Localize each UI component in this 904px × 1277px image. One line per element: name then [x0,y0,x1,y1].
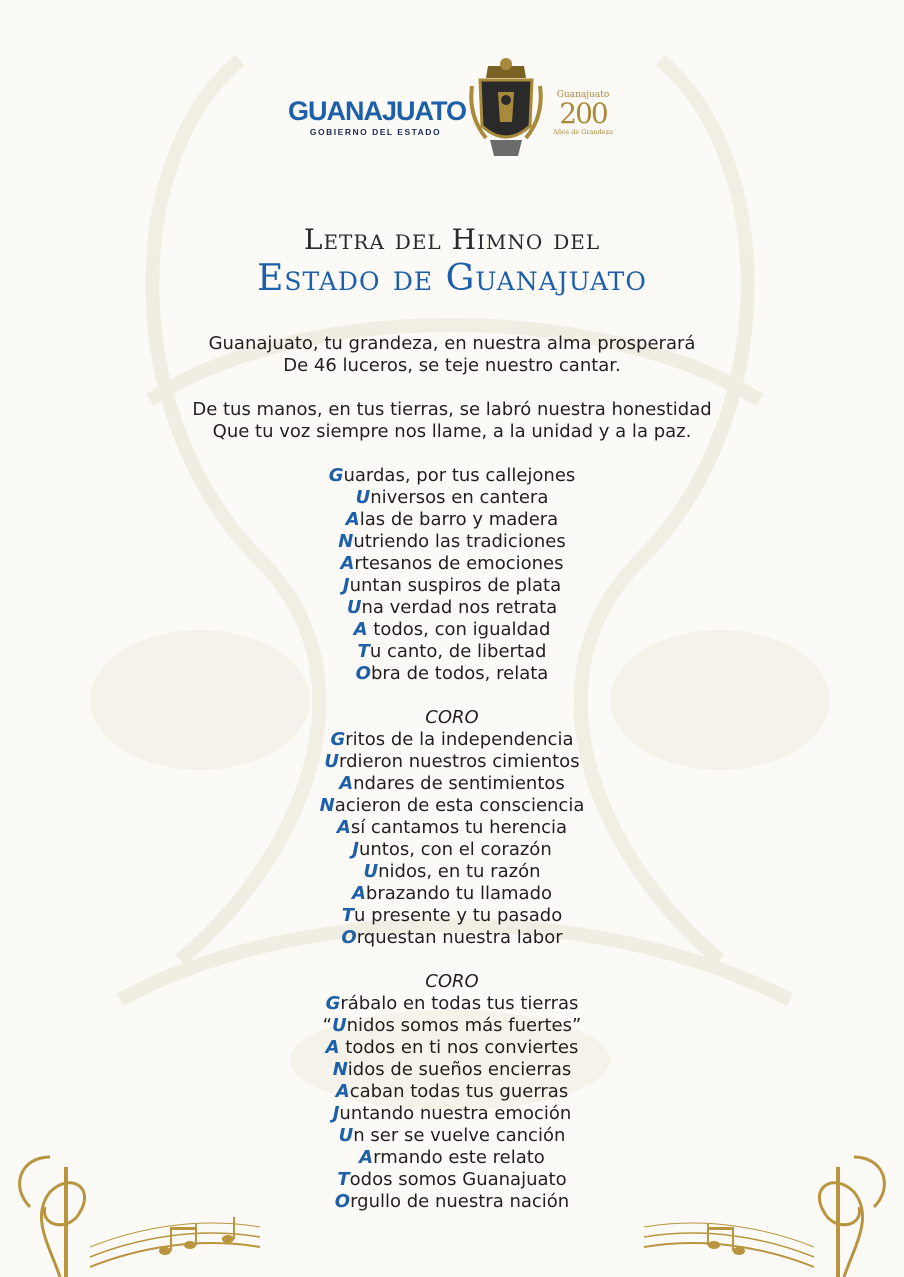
acrostic-line [0,1125,904,1147]
acrostic-line [0,927,904,949]
treble-clef-ornament-left [0,1147,260,1277]
acrostic-rest: rábalo en todas tus tierras [340,993,579,1014]
anthem-lyrics [0,333,904,1213]
acrostic-rest: untando nuestra emoción [339,1103,572,1124]
acrostic-rest: caban todas tus guerras [349,1081,569,1102]
acrostic-initial: A [339,773,354,794]
acrostic-initial: T [341,905,355,926]
acrostic-rest: niversos en cantera [370,487,549,508]
acrostic-line [0,1059,904,1081]
acrostic-rest: idos de sueños encierras [347,1059,572,1080]
acrostic-stanza-2 [0,729,904,949]
acrostic-rest: uardas, por tus callejones [343,465,576,486]
acrostic-initial: J [332,1103,340,1124]
acrostic-line [0,1037,904,1059]
logo-subtitle: GOBIERNO DEL ESTADO [309,127,442,137]
coat-of-arms-icon [468,56,544,160]
acrostic-line [0,553,904,575]
acrostic-initial: U [338,1125,354,1146]
acrostic-initial: O [355,663,371,684]
title-line-2: Estado de Guanajuato [257,258,647,299]
acrostic-rest: rquestan nuestra labor [356,927,563,948]
acrostic-rest: utriendo las tradiciones [353,531,566,552]
acrostic-rest: untan suspiros de plata [349,575,562,596]
acrostic-initial: U [363,861,379,882]
acrostic-initial: A [353,619,368,640]
logo-name: GUANAJUATO [288,96,467,126]
acrostic-rest: bra de todos, relata [370,663,549,684]
acrostic-line [0,1103,904,1125]
acrostic-rest: todos en ti nos conviertes [339,1037,579,1058]
acrostic-rest: ritos de la independencia [345,729,574,750]
page-title [0,222,904,300]
acrostic-initial: G [325,993,341,1014]
acrostic-rest: nidos somos más fuertes” [346,1015,582,1036]
acrostic-initial: U [355,487,371,508]
acrostic-initial: G [330,729,346,750]
acrostic-initial: T [357,641,370,662]
acrostic-rest: rdieron nuestros cimientos [339,751,580,772]
acrostic-line [0,839,904,861]
lyric-line: Guanajuato, tu grandeza, en nuestra alma prosperará [208,333,696,354]
acrostic-initial: T [337,1169,350,1190]
bicentennial-logo [548,90,618,136]
acrostic-rest: sí cantamos tu herencia [350,817,568,838]
anniv-number: 200 [559,97,607,130]
acrostic-rest: las de barro y madera [359,509,559,530]
header [0,56,904,166]
acrostic-initial: A [340,553,355,574]
acrostic-initial: J [352,839,359,860]
acrostic-initial: G [328,465,344,486]
lyric-line: De tus manos, en tus tierras, se labró nuestra honestidad [192,399,712,420]
acrostic-initial: N [319,795,335,816]
acrostic-line [0,729,904,751]
title-line-1: Letra del Himno del [303,223,601,256]
acrostic-rest: ndares de sentimientos [353,773,565,794]
anniv-bottom-text: Años de Grandeza [553,128,613,136]
acrostic-initial: A [359,1147,374,1168]
lyric-line: Que tu voz siempre nos llame, a la unidad y a la paz. [212,421,692,442]
acrostic-line [0,817,904,839]
chorus-label: CORO [425,707,479,728]
acrostic-rest: acieron de esta consciencia [334,795,585,816]
acrostic-line [0,795,904,817]
acrostic-initial: U [332,1015,347,1036]
acrostic-line [0,751,904,773]
acrostic-line [0,619,904,641]
acrostic-line [0,1081,904,1103]
acrostic-rest: untos, con el corazón [358,839,552,860]
acrostic-stanza-1 [0,465,904,685]
acrostic-line [0,993,904,1015]
acrostic-initial: A [336,817,351,838]
acrostic-initial: A [335,1081,350,1102]
government-logo [288,96,467,137]
acrostic-line [0,905,904,927]
acrostic-rest: rtesanos de emociones [354,553,564,574]
acrostic-initial: U [346,597,362,618]
acrostic-line [0,883,904,905]
acrostic-initial: A [351,883,366,904]
chorus-label: CORO [425,971,479,992]
acrostic-initial: O [341,927,357,948]
acrostic-line [0,663,904,685]
acrostic-line [0,487,904,509]
acrostic-initial: N [332,1059,348,1080]
acrostic-rest: rgullo de nuestra nación [350,1191,570,1212]
acrostic-rest: odos somos Guanajuato [349,1169,567,1190]
acrostic-rest: brazando tu llamado [365,883,553,904]
acrostic-initial: A [325,1037,340,1058]
acrostic-rest: rmando este relato [373,1147,545,1168]
acrostic-rest: n ser se vuelve canción [353,1125,566,1146]
acrostic-line [0,773,904,795]
anniv-top-text: Guanajuato [556,90,610,100]
acrostic-initial: U [324,751,340,772]
acrostic-line [0,1015,904,1037]
acrostic-initial: O [334,1191,351,1212]
acrostic-rest: u canto, de libertad [369,641,547,662]
acrostic-line [0,861,904,883]
acrostic-line [0,531,904,553]
acrostic-initial: A [345,509,360,530]
lyric-line: De 46 luceros, se teje nuestro cantar. [283,355,621,376]
acrostic-line [0,641,904,663]
acrostic-quote: “ [322,1015,332,1036]
acrostic-line [0,509,904,531]
acrostic-rest: todos, con igualdad [367,619,551,640]
acrostic-line [0,597,904,619]
acrostic-line [0,465,904,487]
acrostic-rest: nidos, en tu razón [378,861,541,882]
acrostic-rest: u presente y tu pasado [354,905,563,926]
acrostic-initial: J [342,575,350,596]
treble-clef-ornament-right [644,1147,904,1277]
acrostic-rest: na verdad nos retrata [361,597,558,618]
acrostic-initial: N [338,531,354,552]
music-notes-icon [159,1217,235,1255]
acrostic-line [0,575,904,597]
